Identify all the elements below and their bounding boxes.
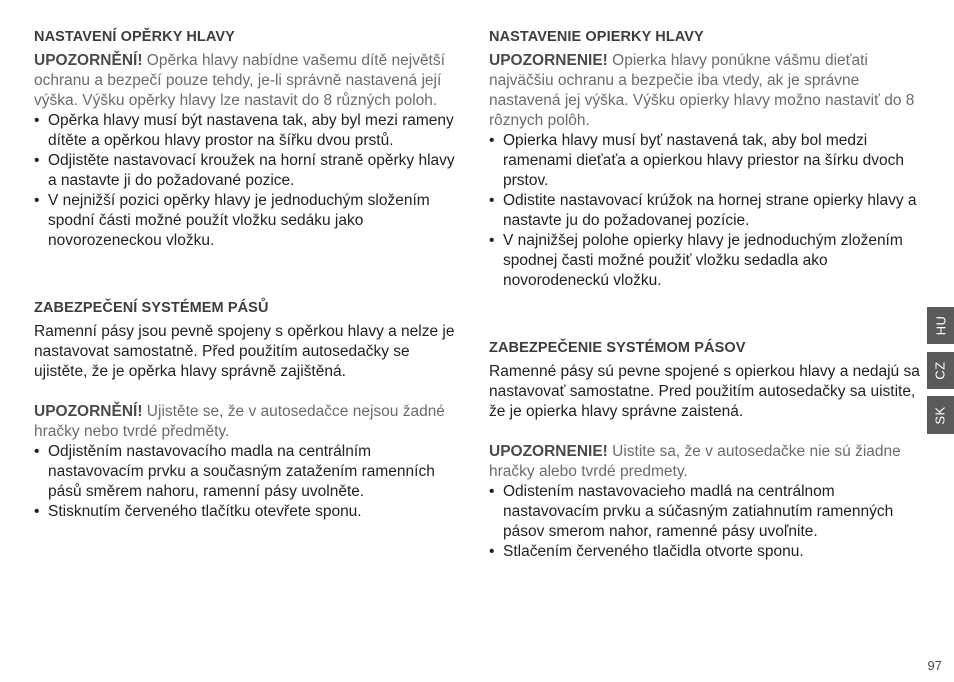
bullet-list (34, 111, 466, 251)
section-heading-headrest: NASTAVENIE OPIERKY HLAVY (489, 29, 704, 45)
list-item: • Opěrka hlavy musí být nastavena tak, aby byl mezi rameny dítěte a opěrkou hlavy prostor na šířku dvou prstů. (34, 111, 466, 151)
warning-lead: UPOZORNENIE! (489, 443, 608, 460)
list-item: • Odjistěním nastavovacího madla na centrálním nastavovacím prvku a současným zatažením ramenních pásů směrem nahoru, ramenní pásy uvolněte. (34, 442, 466, 502)
language-tab-hu[interactable] (927, 307, 954, 344)
section-heading-headrest: NASTAVENÍ OPĚRKY HLAVY (34, 29, 235, 45)
tab-label: HU (933, 315, 948, 336)
bullet-list (489, 131, 921, 291)
warning-paragraph (489, 442, 921, 482)
tab-label: SK (933, 405, 948, 425)
warning-lead: UPOZORNĚNÍ! (34, 403, 143, 420)
column-cz (34, 27, 466, 522)
warning-text: Uistite sa, že v autosedačke nie sú žiadne hračky alebo tvrdé predmety. (489, 443, 901, 480)
warning-text: Opierka hlavy ponúkne vášmu dieťati najväčšiu ochranu a bezpečie iba vtedy, ak je správne nastavená jej výška. Výšku opierky hlavy možno nastaviť do 8 rôznych polôh. (489, 52, 915, 129)
warning-lead: UPOZORNĚNÍ! (34, 52, 143, 69)
section-heading-harness: ZABEZPEČENÍ SYSTÉMEM PÁSŮ (34, 300, 269, 316)
warning-text: Opěrka hlavy nabídne vašemu dítě největší ochranu a bezpečí pouze tehdy, je-li správně nastavená její výška. Výšku opěrky hlavy lze nastavit do 8 různých poloh. (34, 52, 445, 109)
list-item: • Odistením nastavovacieho madlá na centrálnom nastavovacím prvku a súčasným zatiahnutím ramenných pásov smerom nahor, ramenné pásy uvoľnite. (489, 482, 921, 542)
list-item: • Odistite nastavovací krúžok na hornej strane opierky hlavy a nastavte ju do požadovanej pozície. (489, 191, 921, 231)
warning-paragraph (489, 51, 921, 131)
tab-label: CZ (933, 361, 948, 380)
warning-lead: UPOZORNENIE! (489, 52, 608, 69)
bullet-list (489, 482, 921, 562)
list-item: • Opierka hlavy musí byť nastavená tak, aby bol medzi ramenami dieťaťa a opierkou hlavy priestor na šírku dvoch prstov. (489, 131, 921, 191)
warning-text: Ujistěte se, že v autosedačce nejsou žadné hračky nebo tvrdé předměty. (34, 403, 445, 440)
column-sk (489, 27, 921, 562)
warning-paragraph (34, 402, 466, 442)
language-tab-sk[interactable] (927, 396, 954, 434)
list-item: • Odjistěte nastavovací kroužek na horní straně opěrky hlavy a nastavte ji do požadované pozice. (34, 151, 466, 191)
list-item: • Stlačením červeného tlačidla otvorte sponu. (489, 542, 921, 562)
list-item: • V nejnižší pozici opěrky hlavy je jednoduchým složením spodní části možné použít vložku sedáku jako novorozeneckou vložku. (34, 191, 466, 251)
warning-paragraph (34, 51, 466, 111)
section-heading-harness: ZABEZPEČENIE SYSTÉMOM PÁSOV (489, 340, 746, 356)
bullet-list (34, 442, 466, 522)
language-tab-cz[interactable] (927, 352, 954, 389)
body-paragraph: Ramenné pásy sú pevne spojené s opierkou hlavy a nedajú sa nastavovať samostatne. Pred použitím autosedačky sa uistite, že je opierka hlavy správne zaistená. (489, 363, 920, 420)
list-item: • V najnižšej polohe opierky hlavy je jednoduchým zložením spodnej časti možné použiť vložku sedadla ako novorodeneckú vložku. (489, 231, 921, 291)
list-item: • Stisknutím červeného tlačítku otevřete sponu. (34, 502, 466, 522)
page-number: 97 (927, 658, 942, 673)
body-paragraph: Ramenní pásy jsou pevně spojeny s opěrkou hlavy a nelze je nastavovat samostatně. Před použitím autosedačky se ujistěte, že je opěrka hlavy správně zajištěná. (34, 323, 455, 380)
